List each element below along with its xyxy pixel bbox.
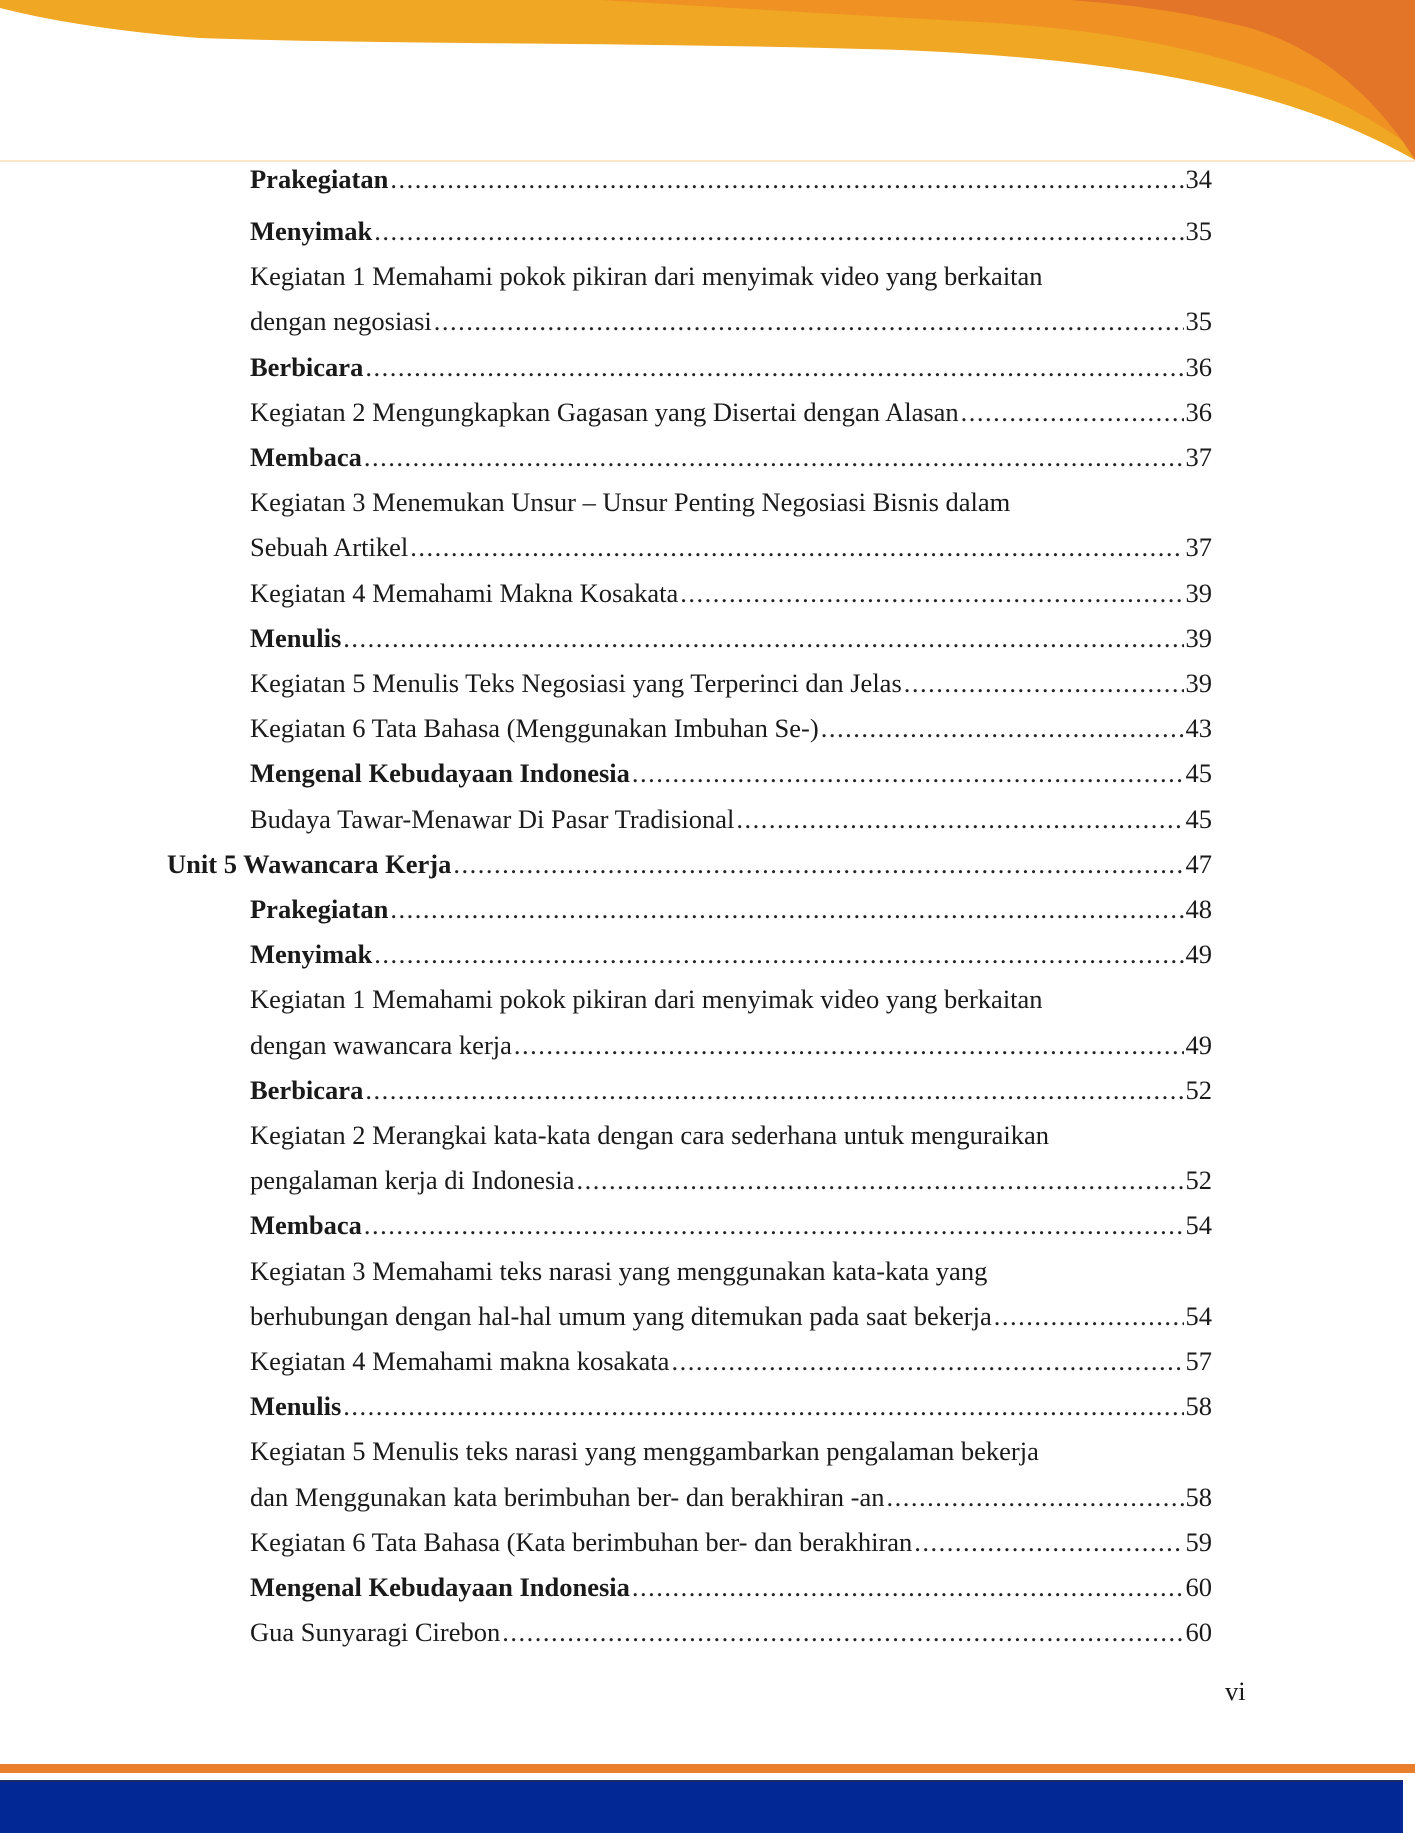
toc-entry-title: Kegiatan 4 Memahami makna kosakata <box>250 1346 670 1376</box>
toc-entry[interactable] <box>250 1612 1212 1652</box>
toc-entry[interactable] <box>250 437 1212 477</box>
toc-entry-page: 54 <box>1185 1300 1212 1331</box>
toc-entry[interactable] <box>250 708 1212 748</box>
toc-entry-title: Prakegiatan <box>250 894 389 924</box>
toc-entry[interactable] <box>250 934 1212 974</box>
toc-entry[interactable] <box>250 1070 1212 1110</box>
toc-entry-title: Menyimak <box>250 216 373 246</box>
toc-entry-page: 49 <box>1185 1029 1212 1060</box>
toc-entry[interactable] <box>250 1025 1212 1065</box>
toc-entry-page: 57 <box>1185 1346 1212 1376</box>
toc-entry-page: 52 <box>1185 1074 1212 1105</box>
toc-entry[interactable] <box>250 482 1212 522</box>
toc-entry-title: Menulis <box>250 1391 342 1422</box>
toc-entry-page: 39 <box>1185 668 1212 698</box>
toc-entry-page: 59 <box>1185 1526 1212 1557</box>
toc-entry-title: Mengenal Kebudayaan Indonesia <box>250 758 630 789</box>
toc-unit-entry[interactable] <box>167 844 1212 884</box>
toc-entry-title: Membaca <box>250 1210 362 1241</box>
toc-entry-title: Kegiatan 5 Menulis teks narasi yang menggambarkan pengalaman bekerja <box>250 1436 1039 1467</box>
toc-entry-page: 60 <box>1185 1572 1212 1602</box>
toc-entry[interactable] <box>250 1567 1212 1607</box>
toc-dot-leader <box>821 708 1184 748</box>
toc-entry-title: Berbicara <box>250 351 364 382</box>
toc-entry-title: Kegiatan 1 Memahami pokok pikiran dari menyimak video yang berkaitan <box>250 984 1043 1015</box>
toc-entry-page: 39 <box>1185 622 1212 653</box>
toc-entry-page: 37 <box>1185 442 1212 472</box>
toc-dot-leader <box>343 1386 1183 1426</box>
toc-entry-page: 39 <box>1185 577 1212 608</box>
toc-entry-page: 54 <box>1185 1210 1212 1241</box>
toc-dot-leader <box>904 663 1184 703</box>
toc-dot-leader <box>364 437 1184 477</box>
toc-entry[interactable] <box>250 159 1212 199</box>
toc-entry-page: 48 <box>1185 894 1212 924</box>
toc-dot-leader <box>736 799 1183 839</box>
toc-entry-title: pengalaman kerja di Indonesia <box>250 1165 575 1196</box>
toc-entry-title: Kegiatan 6 Tata Bahasa (Kata berimbuhan ber- dan berakhiran <box>250 1526 913 1557</box>
toc-dot-leader <box>410 527 1183 567</box>
toc-dot-leader <box>632 1567 1184 1607</box>
toc-entry-title: Membaca <box>250 442 362 472</box>
toc-dot-leader <box>671 1341 1183 1381</box>
toc-entry[interactable] <box>250 889 1212 929</box>
toc-entry[interactable] <box>250 392 1212 432</box>
toc-entry-page: 36 <box>1185 351 1212 382</box>
toc-entry-title: Menyimak <box>250 939 373 970</box>
toc-entry[interactable] <box>250 1341 1212 1381</box>
toc-entry[interactable] <box>250 1160 1212 1200</box>
toc-entry-title: Sebuah Artikel <box>250 532 409 563</box>
toc-entry-title: dengan negosiasi <box>250 306 432 337</box>
toc-dot-leader <box>374 934 1183 974</box>
toc-entry-page: 35 <box>1185 306 1212 337</box>
toc-entry-title: Budaya Tawar-Menawar Di Pasar Tradisional <box>250 803 735 834</box>
toc-entry[interactable] <box>250 1251 1212 1291</box>
footer-orange-stripe <box>0 1764 1415 1773</box>
footer-blue-band <box>0 1780 1403 1833</box>
toc-entry[interactable] <box>250 211 1212 251</box>
toc-entry-page: 35 <box>1185 216 1212 246</box>
toc-dot-leader <box>577 1160 1184 1200</box>
toc-entry-page: 58 <box>1185 1391 1212 1422</box>
toc-entry-page: 60 <box>1185 1617 1212 1648</box>
toc-dot-leader <box>632 753 1184 793</box>
toc-entry-page: 47 <box>1185 848 1212 879</box>
toc-entry-page: 36 <box>1185 396 1212 427</box>
toc-entry[interactable] <box>250 1205 1212 1245</box>
toc-entry[interactable] <box>250 1522 1212 1562</box>
toc-dot-leader <box>680 573 1183 613</box>
toc-entry-title: Berbicara <box>250 1074 364 1105</box>
toc-dot-leader <box>364 1205 1184 1245</box>
toc-entry-title: dengan wawancara kerja <box>250 1029 512 1060</box>
toc-dot-leader <box>502 1612 1183 1652</box>
toc-entry-title: Kegiatan 6 Tata Bahasa (Menggunakan Imbuhan Se-) <box>250 713 819 744</box>
toc-entry[interactable] <box>250 1296 1212 1336</box>
toc-entry[interactable] <box>250 1431 1212 1471</box>
toc-entry-title: dan Menggunakan kata berimbuhan ber- dan berakhiran -an <box>250 1481 885 1512</box>
toc-entry-title: Prakegiatan <box>250 164 389 194</box>
toc-entry-page: 58 <box>1185 1481 1212 1512</box>
toc-entry[interactable] <box>250 618 1212 658</box>
toc-entry-page: 52 <box>1185 1165 1212 1196</box>
toc-entry[interactable] <box>250 663 1212 703</box>
toc-entry[interactable] <box>250 799 1212 839</box>
toc-entry[interactable] <box>250 527 1212 567</box>
toc-dot-leader <box>453 844 1183 884</box>
toc-entry-title: Kegiatan 5 Menulis Teks Negosiasi yang Terperinci dan Jelas <box>250 668 902 698</box>
toc-dot-leader <box>886 1477 1183 1517</box>
toc-entry-page: 37 <box>1185 532 1212 563</box>
toc-entry[interactable] <box>250 573 1212 613</box>
toc-entry-page: 43 <box>1185 713 1212 744</box>
toc-entry[interactable] <box>250 1477 1212 1517</box>
toc-entry[interactable] <box>250 753 1212 793</box>
toc-entry-title: Mengenal Kebudayaan Indonesia <box>250 1572 630 1602</box>
page-number: vi <box>1225 1676 1246 1706</box>
toc-entry-title: Kegiatan 3 Memahami teks narasi yang menggunakan kata-kata yang <box>250 1255 988 1286</box>
toc-entry-page: 45 <box>1185 758 1212 789</box>
toc-entry-title: Kegiatan 2 Mengungkapkan Gagasan yang Disertai dengan Alasan <box>250 396 959 427</box>
toc-entry-page: 45 <box>1185 803 1212 834</box>
toc-dot-leader <box>994 1296 1184 1336</box>
toc-dot-leader <box>961 392 1184 432</box>
toc-entry[interactable] <box>250 979 1212 1019</box>
toc-entry-title: Menulis <box>250 622 342 653</box>
toc-entry-title: Gua Sunyaragi Cirebon <box>250 1617 501 1648</box>
toc-entry-title: Kegiatan 1 Memahami pokok pikiran dari menyimak video yang berkaitan <box>250 261 1043 292</box>
toc-dot-leader <box>374 211 1183 251</box>
toc-dot-leader <box>914 1522 1183 1562</box>
toc-entry-title: Kegiatan 2 Merangkai kata-kata dengan cara sederhana untuk menguraikan <box>250 1120 1050 1150</box>
toc-dot-leader <box>514 1025 1184 1065</box>
toc-entry[interactable] <box>250 1115 1212 1155</box>
toc-entry[interactable] <box>250 301 1212 341</box>
toc-entry-title: Unit 5 Wawancara Kerja <box>167 848 452 879</box>
toc-entry-title: Kegiatan 4 Memahami Makna Kosakata <box>250 577 679 608</box>
toc-dot-leader <box>365 347 1183 387</box>
toc-entry[interactable] <box>250 1386 1212 1426</box>
toc-entry[interactable] <box>250 347 1212 387</box>
toc-entry-page: 34 <box>1185 164 1212 194</box>
toc-dot-leader <box>365 1070 1183 1110</box>
toc-dot-leader <box>434 301 1184 341</box>
toc-entry-title: Kegiatan 3 Menemukan Unsur – Unsur Penting Negosiasi Bisnis dalam <box>250 487 1011 518</box>
toc-dot-leader <box>390 159 1183 199</box>
toc-entry-page: 49 <box>1185 939 1212 970</box>
toc-dot-leader <box>343 618 1183 658</box>
header-swoosh-decoration <box>0 0 1415 165</box>
toc-entry[interactable] <box>250 256 1212 296</box>
toc-entry-title: berhubungan dengan hal-hal umum yang ditemukan pada saat bekerja <box>250 1300 992 1331</box>
toc-dot-leader <box>390 889 1183 929</box>
